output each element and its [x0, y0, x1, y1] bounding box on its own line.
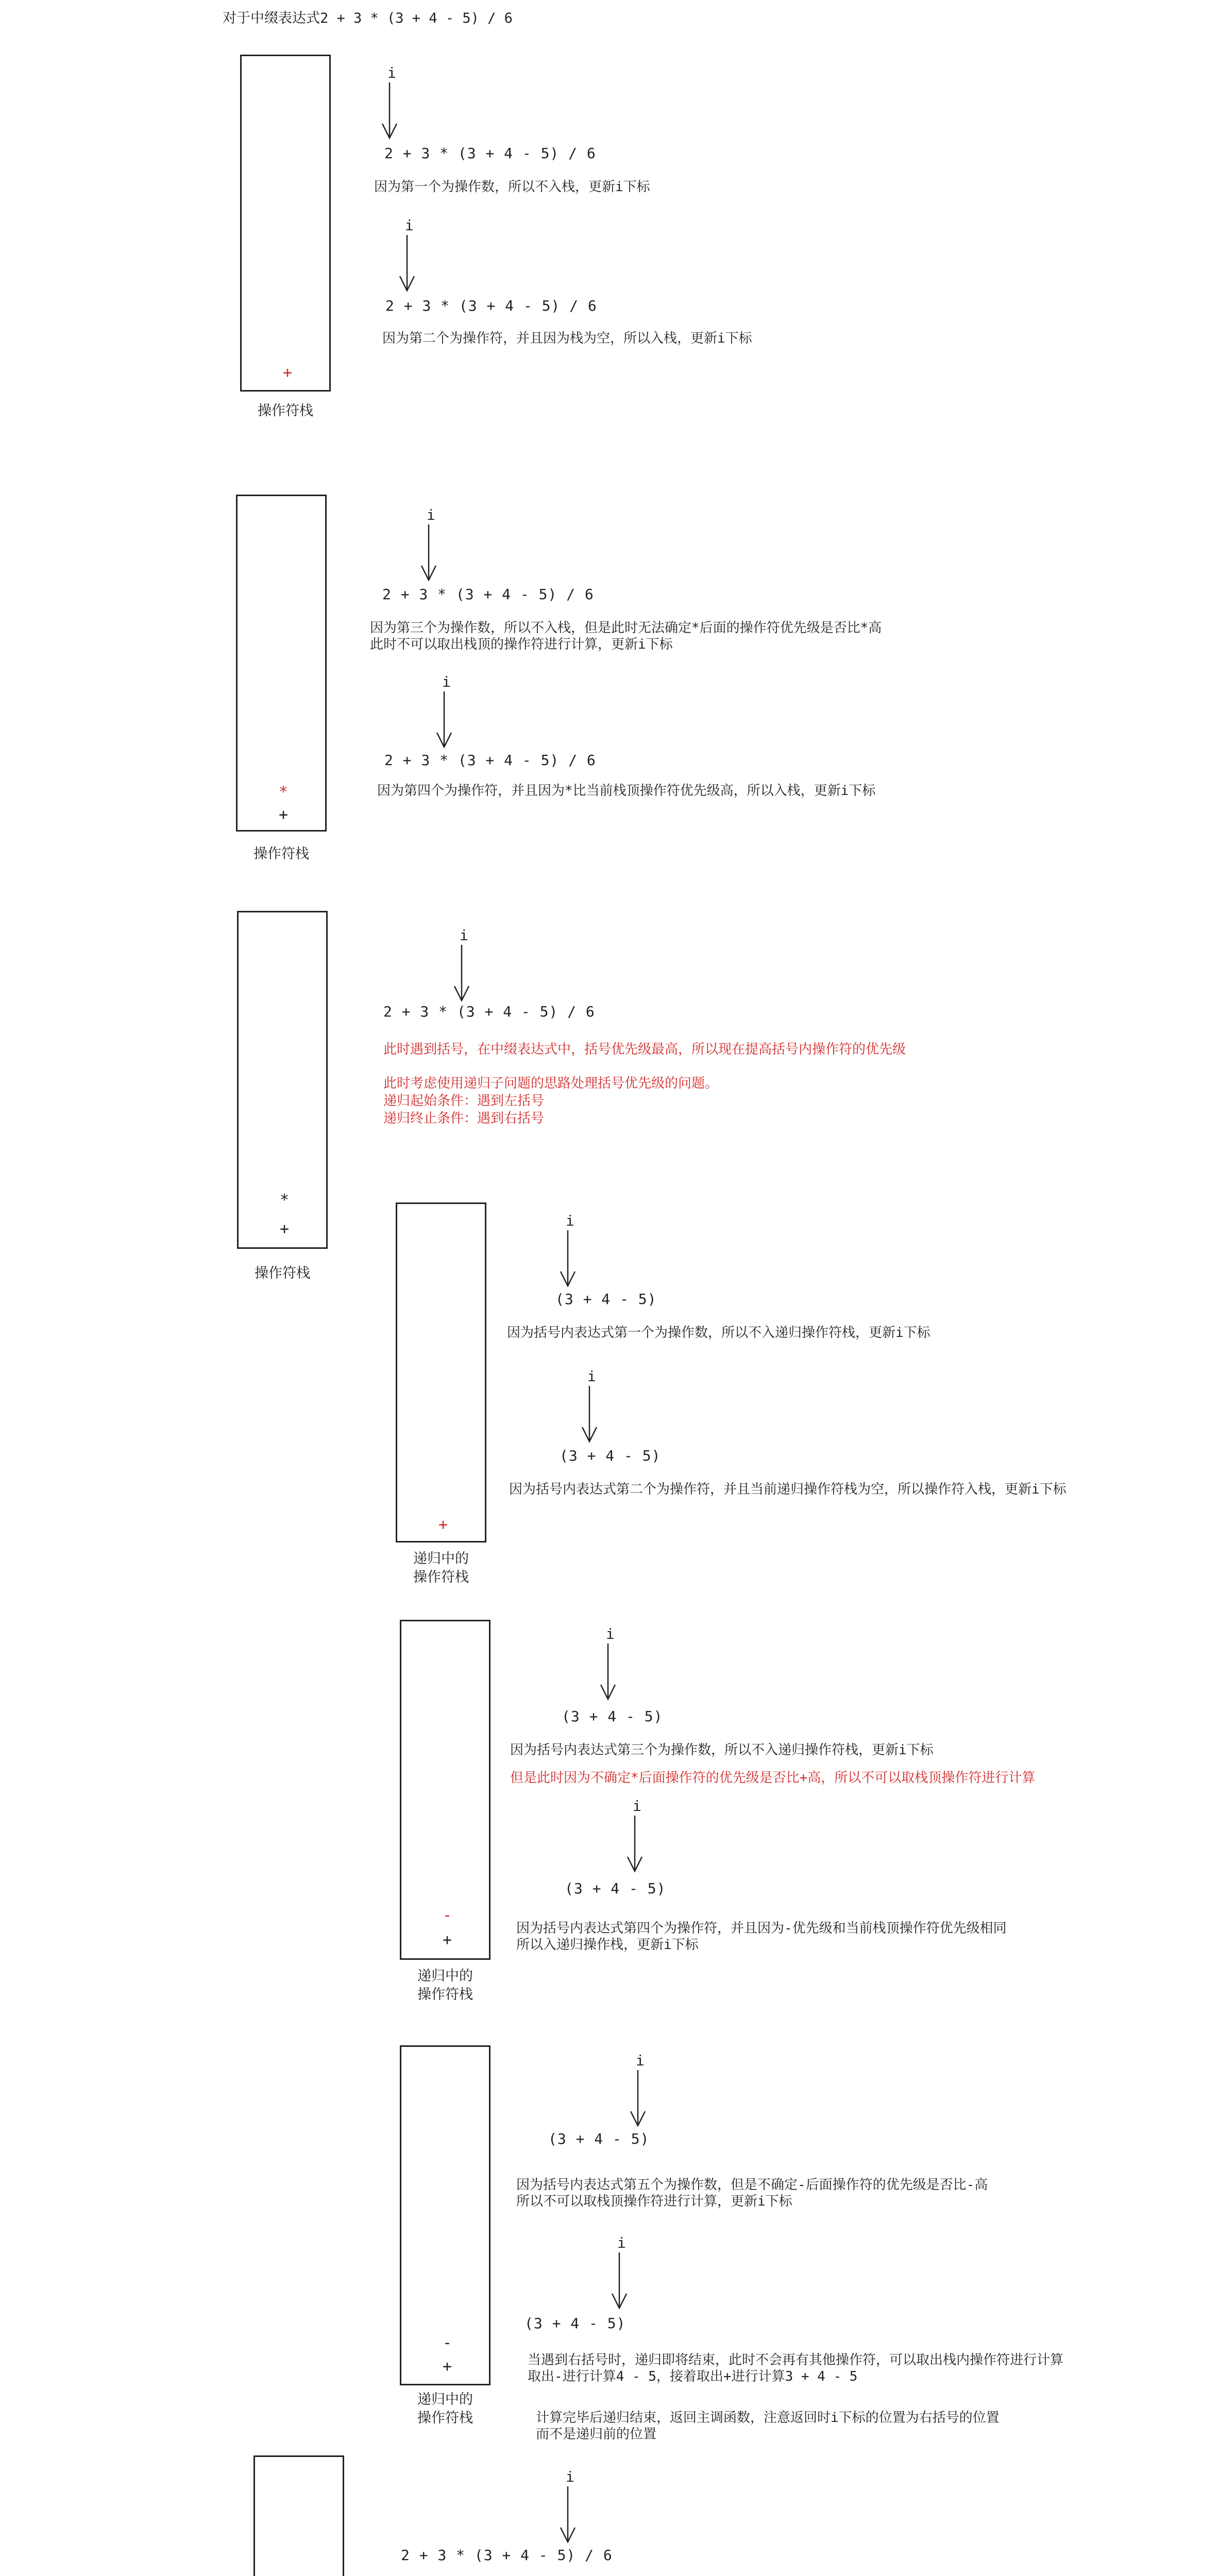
operator-stack: [237, 911, 328, 1249]
step-note: 所以入递归操作栈，更新i下标: [516, 1937, 699, 1953]
highlight-note: 但是此时因为不确定*后面操作符的优先级是否比+高，所以不可以取栈顶操作符进行计算: [510, 1770, 1036, 1786]
step-note: 所以不可以取栈顶操作符进行计算，更新i下标: [516, 2194, 792, 2209]
operator-stack: [236, 495, 327, 832]
step-note: 因为括号内表达式第四个为操作符，并且因为-优先级和当前栈顶操作符优先级相同: [516, 1921, 1007, 1936]
highlight-note: 递归终止条件：遇到右括号: [383, 1111, 545, 1126]
expression: 2 + 3 * (3 + 4 - 5) / 6: [384, 145, 596, 162]
step-note: 因为第三个为操作数，所以不入栈，但是此时无法确定*后面的操作符优先级是否比*高: [370, 620, 882, 636]
expression: (3 + 4 - 5): [548, 2130, 650, 2147]
pointer-label: i: [387, 64, 396, 81]
pointer-label: i: [587, 1368, 596, 1385]
recursive-operator-stack: [400, 2045, 490, 2385]
page-title: 对于中缀表达式2 + 3 * (3 + 4 - 5) / 6: [223, 10, 513, 26]
pointer-label: i: [405, 217, 414, 234]
pointer-arrow-icon: [379, 82, 400, 139]
expression: 2 + 3 * (3 + 4 - 5) / 6: [383, 1003, 595, 1020]
pointer-label: i: [636, 2052, 645, 2069]
expression: (3 + 4 - 5): [525, 2315, 626, 2332]
expression: 2 + 3 * (3 + 4 - 5) / 6: [384, 752, 596, 769]
step-note: 当遇到右括号时，递归即将结束，此时不会再有其他操作符，可以取出栈内操作符进行计算: [528, 2352, 1064, 2368]
pointer-arrow-icon: [598, 1643, 618, 1700]
stack-label: 操作符栈: [253, 846, 309, 862]
step-note: 因为第二个为操作符，并且因为栈为空，所以入栈，更新i下标: [382, 331, 752, 346]
step-note: 因为第四个为操作符，并且因为*比当前栈顶操作符优先级高，所以入栈，更新i下标: [377, 783, 876, 799]
step-note: 而不是递归前的位置: [536, 2427, 657, 2442]
stack-symbol-multiply: *: [279, 783, 289, 801]
stack-symbol-plus: +: [443, 1931, 452, 1949]
pointer-label: i: [442, 673, 451, 690]
pointer-arrow-icon: [451, 945, 472, 1002]
step-note: 计算完毕后递归结束，返回主调函数，注意返回时i下标的位置为右括号的位置: [536, 2410, 1000, 2426]
pointer-label: i: [460, 927, 468, 944]
recursive-operator-stack: [400, 1620, 490, 1960]
step-note: 因为括号内表达式第二个为操作符，并且当前递归操作符栈为空，所以操作符入栈，更新i下标: [509, 1482, 1067, 1497]
pointer-arrow-icon: [397, 235, 417, 292]
stack-label: 递归中的 操作符栈: [417, 2392, 473, 2427]
operator-stack: [253, 2455, 344, 2576]
stack-symbol-multiply: *: [280, 1191, 290, 1209]
recursive-operator-stack: [396, 1202, 486, 1543]
stack-symbol-minus: -: [443, 1906, 452, 1924]
step-note: 取出-进行计算4 - 5，接着取出+进行计算3 + 4 - 5: [528, 2369, 858, 2384]
expression: 2 + 3 * (3 + 4 - 5) / 6: [385, 297, 597, 314]
pointer-label: i: [633, 1798, 641, 1815]
stack-label: 操作符栈: [258, 403, 313, 419]
highlight-note: 此时考虑使用递归子问题的思路处理括号优先级的问题。: [383, 1076, 719, 1091]
highlight-note: 此时遇到括号，在中缀表达式中，括号优先级最高，所以现在提高括号内操作符的优先级: [383, 1042, 906, 1057]
pointer-label: i: [427, 506, 435, 523]
stack-label: 操作符栈: [255, 1265, 310, 1281]
pointer-arrow-icon: [557, 2486, 578, 2543]
pointer-arrow-icon: [557, 1230, 578, 1287]
pointer-label: i: [566, 2468, 574, 2485]
stack-symbol-plus: +: [438, 1516, 448, 1534]
expression: (3 + 4 - 5): [565, 1880, 666, 1897]
stack-label: 递归中的 操作符栈: [413, 1551, 469, 1586]
step-note: 此时不可以取出栈顶的操作符进行计算，更新i下标: [370, 637, 673, 652]
pointer-arrow-icon: [434, 691, 454, 748]
stack-symbol-plus: +: [283, 364, 293, 382]
pointer-arrow-icon: [418, 524, 439, 581]
step-note: 因为括号内表达式第一个为操作数，所以不入递归操作符栈，更新i下标: [507, 1325, 931, 1341]
expression: 2 + 3 * (3 + 4 - 5) / 6: [382, 586, 594, 603]
expression: (3 + 4 - 5): [560, 1447, 661, 1464]
operator-stack: [240, 55, 331, 392]
stack-label: 递归中的 操作符栈: [417, 1968, 473, 2003]
pointer-arrow-icon: [579, 1386, 600, 1443]
pointer-label: i: [606, 1625, 615, 1642]
stack-symbol-plus: +: [443, 2358, 452, 2376]
stack-symbol-plus: +: [280, 1220, 290, 1238]
step-note: 因为括号内表达式第三个为操作数，所以不入递归操作符栈，更新i下标: [510, 1742, 934, 1758]
expression: (3 + 4 - 5): [562, 1708, 663, 1725]
pointer-label: i: [566, 1212, 574, 1229]
expression: 2 + 3 * (3 + 4 - 5) / 6: [401, 2547, 613, 2564]
stack-symbol-plus: +: [279, 806, 289, 824]
expression: (3 + 4 - 5): [555, 1291, 657, 1308]
highlight-note: 递归起始条件：遇到左括号: [383, 1093, 545, 1109]
pointer-label: i: [617, 2234, 626, 2251]
pointer-arrow-icon: [624, 1816, 645, 1872]
step-note: 因为括号内表达式第五个为操作数，但是不确定-后面操作符的优先级是否比-高: [516, 2177, 988, 2193]
stack-symbol-minus: -: [443, 2334, 452, 2352]
step-note: 因为第一个为操作数，所以不入栈，更新i下标: [374, 179, 650, 195]
pointer-arrow-icon: [628, 2070, 648, 2127]
pointer-arrow-icon: [609, 2252, 630, 2309]
